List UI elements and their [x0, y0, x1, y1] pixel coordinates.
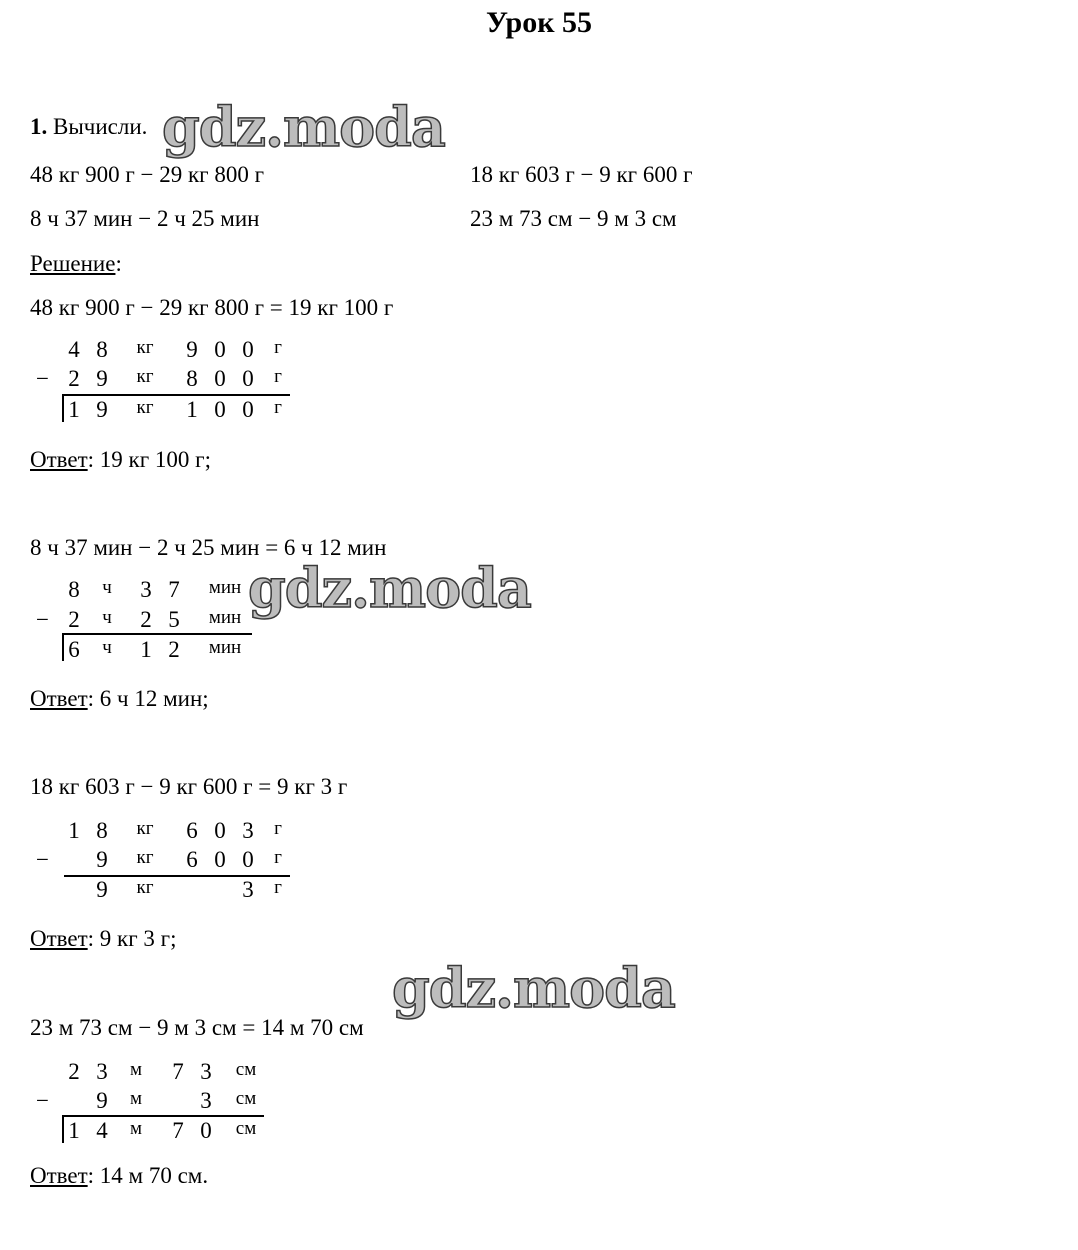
problem-1: 48 кг 900 г − 29 кг 800 г [30, 162, 265, 187]
answer-label: Ответ [30, 447, 88, 472]
digit: 3 [200, 1059, 212, 1084]
unit: ч [102, 577, 112, 598]
problem-3: 8 ч 37 мин − 2 ч 25 мин [30, 206, 260, 231]
answer-4 [30, 1163, 208, 1189]
digit: 8 [186, 366, 198, 391]
answer-2 [30, 686, 209, 712]
digit: 3 [200, 1088, 212, 1113]
unit: кг [136, 397, 154, 418]
unit: ч [102, 607, 112, 628]
digit: 9 [96, 1088, 108, 1113]
digit: 0 [200, 1118, 212, 1143]
digit: 2 [68, 366, 80, 391]
answer-value: : 6 ч 12 мин; [87, 686, 209, 711]
digit: 6 [186, 847, 198, 872]
digit: 6 [68, 637, 80, 662]
unit: м [129, 1059, 143, 1080]
digit: 8 [96, 337, 108, 362]
unit: см [235, 1059, 257, 1080]
task-header [30, 114, 147, 140]
watermark: gdz.moda [248, 556, 531, 620]
unit: г [274, 877, 282, 898]
digit: 5 [168, 607, 180, 632]
digit: 2 [140, 607, 152, 632]
digit: 6 [186, 818, 198, 843]
digit: 0 [214, 818, 226, 843]
unit: г [274, 397, 282, 418]
answer-1 [30, 447, 211, 473]
digit: 9 [96, 397, 108, 422]
answer-value: : 9 кг 3 г; [87, 926, 177, 951]
digit: 1 [68, 397, 80, 422]
digit: 1 [140, 637, 152, 662]
problem-4: 23 м 73 см − 9 м 3 см [470, 206, 677, 231]
digit: 3 [140, 577, 152, 602]
unit: кг [136, 847, 154, 868]
page-title: Урок 55 [485, 6, 593, 39]
digit: 9 [96, 847, 108, 872]
digit: 7 [168, 577, 180, 602]
digit: 0 [242, 337, 254, 362]
digit: 4 [96, 1118, 108, 1143]
solution-label: Решение [30, 251, 116, 276]
equation-2: 8 ч 37 мин − 2 ч 25 мин = 6 ч 12 мин [30, 535, 387, 560]
equation-4: 23 м 73 см − 9 м 3 см = 14 м 70 см [30, 1015, 364, 1040]
unit: кг [136, 818, 154, 839]
unit: мин [208, 577, 242, 598]
unit: г [274, 818, 282, 839]
unit: мин [208, 637, 242, 658]
digit: 3 [242, 877, 254, 902]
digit: 0 [214, 397, 226, 422]
digit: 1 [186, 397, 198, 422]
minus-sign: − [36, 847, 49, 872]
digit: 0 [214, 847, 226, 872]
unit: кг [136, 366, 154, 387]
digit: 3 [242, 818, 254, 843]
underline-rule [64, 633, 252, 635]
answer-label: Ответ [30, 1163, 88, 1188]
unit: см [235, 1088, 257, 1109]
digit: 9 [96, 366, 108, 391]
digit: 0 [214, 366, 226, 391]
digit: 4 [68, 337, 80, 362]
equation-1: 48 кг 900 г − 29 кг 800 г = 19 кг 100 г [30, 295, 394, 320]
unit: м [129, 1118, 143, 1139]
unit: см [235, 1118, 257, 1139]
answer-value: : 19 кг 100 г; [87, 447, 211, 472]
digit: 0 [242, 366, 254, 391]
underline-rule [64, 394, 290, 396]
digit: 9 [96, 877, 108, 902]
unit: кг [136, 337, 154, 358]
divider-rule [62, 394, 64, 422]
minus-sign: − [36, 1088, 49, 1113]
digit: 9 [186, 337, 198, 362]
unit: г [274, 337, 282, 358]
watermark: gdz.moda [162, 95, 445, 159]
digit: 7 [172, 1059, 184, 1084]
answer-value: : 14 м 70 см. [87, 1163, 209, 1188]
solution-heading [30, 251, 122, 277]
digit: 1 [68, 818, 80, 843]
unit: м [129, 1088, 143, 1109]
digit: 2 [68, 1059, 80, 1084]
digit: 0 [242, 847, 254, 872]
digit: 0 [214, 337, 226, 362]
task-text: Вычисли. [53, 114, 148, 139]
digit: 2 [168, 637, 180, 662]
divider-rule [62, 633, 64, 661]
unit: г [274, 847, 282, 868]
digit: 3 [96, 1059, 108, 1084]
divider-rule [62, 1115, 64, 1143]
digit: 8 [96, 818, 108, 843]
digit: 8 [68, 577, 80, 602]
unit: г [274, 366, 282, 387]
answer-3 [30, 926, 176, 952]
digit: 7 [172, 1118, 184, 1143]
problem-2: 18 кг 603 г − 9 кг 600 г [470, 162, 693, 187]
unit: мин [208, 607, 242, 628]
answer-label: Ответ [30, 686, 88, 711]
minus-sign: − [36, 366, 49, 391]
unit: кг [136, 877, 154, 898]
unit: ч [102, 637, 112, 658]
underline-rule [64, 1115, 264, 1117]
solution-colon: : [115, 251, 122, 276]
digit: 1 [68, 1118, 80, 1143]
watermark: gdz.moda [392, 956, 675, 1020]
digit: 0 [242, 397, 254, 422]
answer-label: Ответ [30, 926, 88, 951]
task-number: 1. [30, 114, 48, 139]
digit: 2 [68, 607, 80, 632]
minus-sign: − [36, 607, 49, 632]
equation-3: 18 кг 603 г − 9 кг 600 г = 9 кг 3 г [30, 774, 348, 799]
